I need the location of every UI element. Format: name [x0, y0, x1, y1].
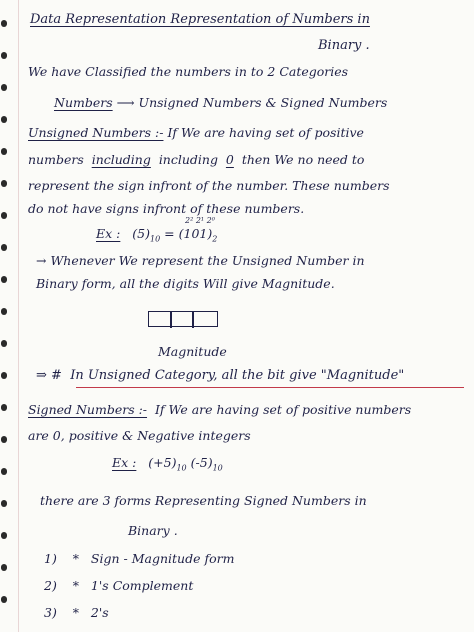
whenever-line-1: → Whenever We represent the Unsigned Number in	[36, 253, 365, 268]
title-line-2: Binary .	[318, 38, 370, 53]
unsigned-line-2: numbers including including 0 then We no need to	[28, 152, 365, 167]
whenever-line-2: Binary form, all the digits Will give Magnitude.	[36, 276, 335, 291]
spiral-binding	[0, 0, 10, 632]
numbers-categories: Numbers ⟶ Unsigned Numbers & Signed Numbers	[54, 95, 388, 110]
margin-line	[18, 0, 19, 632]
signed-heading-line: Signed Numbers :- If We are having set of positive numbers	[28, 402, 412, 417]
signed-line-2: are 0, positive & Negative integers	[28, 428, 251, 443]
form-item-1: 1) * Sign - Magnitude form	[44, 551, 235, 566]
title-line-1: Data Representation Representation of Numbers in	[30, 12, 370, 27]
form-item-2: 2) * 1's Complement	[44, 578, 194, 593]
unsigned-line-3: represent the sign infront of the number. These numbers	[28, 178, 390, 193]
unsigned-line-4: do not have signs infront of these numbers.	[28, 201, 305, 216]
forms-intro-line-1: there are 3 forms Representing Signed Numbers in	[40, 493, 367, 508]
unsigned-heading-line: Unsigned Numbers :- If We are having set of positive	[28, 125, 364, 140]
example-2: Ex : $(+5)_{10}$ $(-5)_{10}$	[112, 455, 223, 473]
unsigned-summary: ⇒ # In Unsigned Category, all the bit give "Magnitude"	[36, 368, 405, 383]
ex1-powers: 2² 2¹ 2⁰	[185, 216, 215, 225]
red-underline	[76, 387, 464, 388]
form-item-3: 3) * 2's	[44, 605, 109, 620]
example-1: Ex : $(5)_{10} = (101)_2$	[96, 226, 218, 244]
magnitude-bit-box	[148, 311, 218, 327]
intro-text: We have Classified the numbers in to 2 Categories	[28, 64, 349, 79]
forms-intro-line-2: Binary .	[128, 523, 178, 538]
magnitude-label: Magnitude	[158, 344, 227, 359]
